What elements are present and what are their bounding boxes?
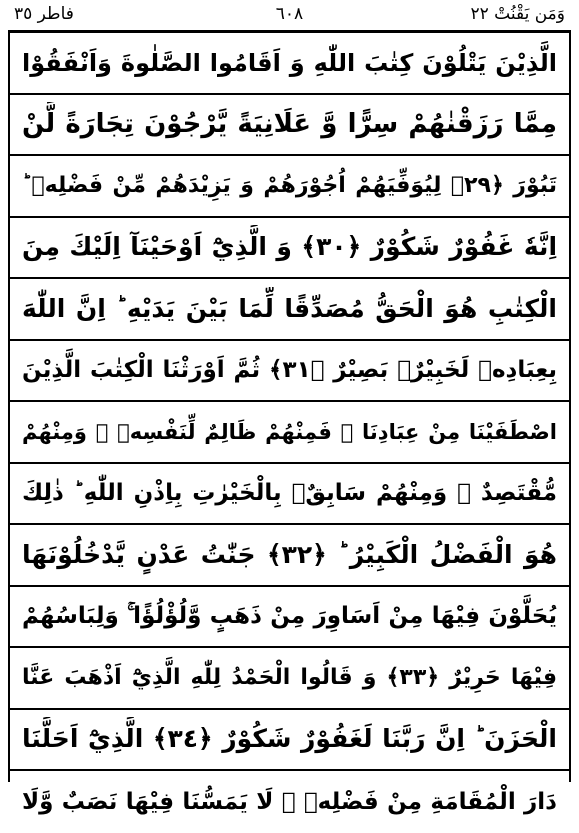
text-line (10, 156, 569, 218)
page-number: ٦٠٨ (275, 4, 304, 24)
page-header (0, 0, 579, 30)
text-line (10, 218, 569, 280)
quran-text-body (10, 33, 569, 815)
line-text: مِمَّا رَزَقْنٰهُمْ سِرًّا وَّ عَلَانِيَةً يَّرْجُوْنَ تِجَارَةً لَّنْ (22, 109, 557, 140)
text-line (10, 525, 569, 587)
text-line (10, 402, 569, 464)
text-line (10, 648, 569, 710)
text-line (10, 587, 569, 649)
text-line (10, 771, 569, 833)
text-line (10, 95, 569, 157)
juz-label: وَمَن يَقْنُتْ ٢٢ (470, 4, 565, 24)
line-text: الْحَزَنَ ؕ اِنَّ رَبَّنَا لَغَفُوْرٌ شَكُوْرٌ ﴿٣٤﴾ الَّذِيْٓ اَحَلَّنَا (22, 724, 557, 754)
line-text: دَارَ الْمُقَامَةِ مِنْ فَضْلِهٖ ۚ لَا يَمَسُّنَا فِيْهَا نَصَبٌ وَّلَا (22, 788, 557, 815)
line-text: اِنَّهٗ غَفُوْرٌ شَكُوْرٌ ﴿٣٠﴾ وَ الَّذِيْٓ اَوْحَيْنَآ اِلَيْكَ مِنَ (22, 232, 557, 262)
line-text: فِيْهَا حَرِيْرٌ ﴿٣٣﴾ وَ قَالُوا الْحَمْدُ لِلّٰهِ الَّذِيْٓ اَذْهَبَ عَنَّا (22, 664, 557, 690)
surah-label: فاطر ٣٥ (14, 4, 74, 24)
line-text: هُوَ الْفَضْلُ الْكَبِيْرُ ؕ ﴿٣٢﴾ جَنّٰتُ عَدْنٍ يَّدْخُلُوْنَهَا (22, 539, 557, 569)
text-line (10, 279, 569, 341)
text-line (10, 464, 569, 526)
line-text: بِعِبَادِهٖ لَخَبِيْرٌۢ بَصِيْرٌ ﴿٣١﴾ ثُمَّ اَوْرَثْنَا الْكِتٰبَ الَّذِيْنَ (22, 357, 557, 384)
text-line (10, 341, 569, 403)
line-text: الَّذِيْنَ يَتْلُوْنَ كِتٰبَ اللّٰهِ وَ اَقَامُوا الصَّلٰوةَ وَاَنْفَقُوْا (22, 48, 557, 77)
line-text: الْكِتٰبِ هُوَ الْحَقُّ مُصَدِّقًا لِّمَا بَيْنَ يَدَيْهِ ؕ اِنَّ اللّٰهَ (22, 293, 557, 323)
text-line (10, 710, 569, 772)
line-text: يُحَلَّوْنَ فِيْهَا مِنْ اَسَاوِرَ مِنْ ذَهَبٍ وَّلُؤْلُؤًا ۚ وَلِبَاسُهُمْ (22, 603, 557, 630)
line-text: تَبُوْرَ ﴿٢٩﴾ لِيُوَفِّيَهُمْ اُجُوْرَهُمْ وَ يَزِيْدَهُمْ مِّنْ فَضْلِهٖ ؕ (22, 172, 557, 198)
line-text: مُّقْتَصِدٌ ۚ وَمِنْهُمْ سَابِقٌۢ بِالْخَيْرٰتِ بِاِذْنِ اللّٰهِ ؕ ذٰلِكَ (22, 480, 557, 507)
text-line (10, 33, 569, 95)
line-text: اصْطَفَيْنَا مِنْ عِبَادِنَا ۚ فَمِنْهُمْ ظَالِمٌ لِّنَفْسِهٖ ۚ وَمِنْهُمْ (22, 419, 557, 444)
